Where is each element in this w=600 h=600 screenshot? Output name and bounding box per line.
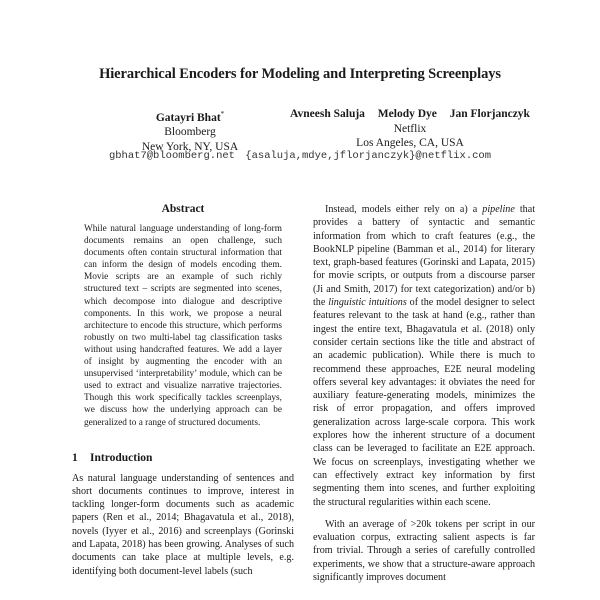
- email-first: gbhat7@bloomberg.net: [108, 150, 235, 162]
- abstract-heading: Abstract: [161, 203, 205, 215]
- author-first-affiliation: Bloomberg: [164, 126, 216, 139]
- author-name: Melody Dye: [377, 108, 437, 120]
- author-emails: [0, 150, 600, 162]
- author-first-name: Gatayri Bhat: [155, 111, 221, 124]
- right-p1-end: of the model designer to select features relevant to the task at hand (e.g., rather than ingest the entire text, Bhagavatula et al. (2018) only consider certain sections like the title and abstract of an academic publication). While there is much to recommend these approaches, E2E neural modeling offers several key advantages: it obviates the need for auxiliary feature-generating models, minimizes the risk of error propagation, and offers improved generalization across large-scale corpora. This work explores how the inherent structure of a document class can be leveraged to facilitate an E2E approach. We focus on screenplays, investigating whether we can effectively extract key information by first segmenting them into scenes, and further exploiting the structural regularities within each scene.: [313, 297, 535, 508]
- right-p1-start: Instead, models either rely on a) a: [325, 204, 483, 215]
- abstract-text: While natural language understanding of long-form documents remains an open challenge, such documents often contain structural information that can inform the design of models encoding them. Movie scripts are an example of such richly structured text – scripts are segmented into scenes, which decompose into dialogue and descriptive components. In this work, we propose a neural architecture to encode this structure, which performs robustly on two multi-label tag classification tasks without using handcrafted features. We add a layer of insight by augmenting the encoder with an unsupervised ‘interpretability’ module, which can be used to extract and visualize narrative trajectories. Though this work specifically tackles screenplays, we discuss how the underlying approach can be generalized to a range of structured documents.: [84, 224, 282, 428]
- email-others: {asaluja,mdye,jflorjanczyk}@netflix.com: [245, 150, 492, 162]
- author-first: [120, 107, 260, 154]
- term-linguistic-intuitions: linguistic intuitions: [328, 297, 407, 309]
- section-title: Introduction: [90, 451, 153, 464]
- right-p1-mid: that provides a battery of syntactic and semantic information from which to craft features (e.g., the BookNLP pipeline (Bamman et al., 2014) for literary text, graph-based features (Gorinski and Lapata, 2015) for movie scripts, or outputs from a discourse parser (Ji and Smith, 2017) for text categorization) and/or b) the: [313, 204, 536, 309]
- author-first-location: New York, NY, USA: [141, 140, 239, 153]
- author-first-name-line: [120, 107, 260, 125]
- paper-title: Hierarchical Encoders for Modeling and Interpreting Screenplays: [99, 66, 501, 82]
- section-number: 1: [72, 451, 78, 464]
- right-column: [313, 203, 535, 584]
- author-name: Jan Florjanczyk: [449, 108, 530, 120]
- term-pipeline: pipeline: [482, 204, 515, 215]
- author-name: Avneesh Saluja: [290, 108, 365, 120]
- section-heading-introduction: [72, 452, 294, 464]
- right-paragraph-1: [313, 203, 535, 509]
- author-first-marker: *: [220, 110, 225, 118]
- introduction-paragraph: As natural language understanding of sentences and short documents continues to improve, interest in tackling longer-form documents such as academic papers (Ren et al., 2014; Bhagavatula et al., 2018), novels (Iyyer et al., 2016) and screenplays (Gorinski and Lapata, 2018) has been growing. Analyses of such documents can take place at multiple levels, e.g. identifying both document-level labels (such: [72, 472, 294, 577]
- left-column: [72, 203, 294, 578]
- author-others-location: Los Angeles, CA, USA: [356, 137, 464, 149]
- right-paragraph-2: With an average of >20k tokens per script in our evaluation corpus, extracting salient aspects is far from trivial. Through a series of carefully controlled experiments, we show that a structure-aware approach significantly improves document: [313, 518, 535, 584]
- author-others-names: [255, 107, 565, 122]
- author-others: [255, 107, 565, 151]
- author-others-affiliation: Netflix: [393, 122, 427, 135]
